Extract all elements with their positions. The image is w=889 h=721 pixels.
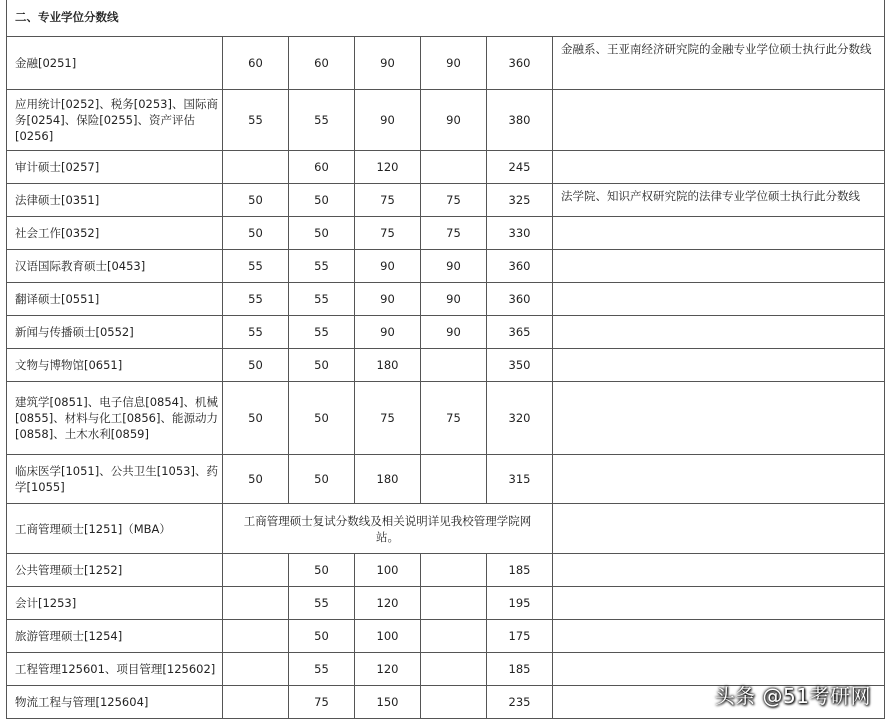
- subject-score: 50: [289, 455, 355, 504]
- subject-score: 180: [355, 349, 421, 382]
- program-name: 会计[1253]: [7, 587, 223, 620]
- remark: [553, 90, 885, 151]
- subject-score: 50: [289, 217, 355, 250]
- table-row: [7, 455, 885, 504]
- subject-score: 90: [355, 250, 421, 283]
- remark: [553, 217, 885, 250]
- program-name: 物流工程与管理[125604]: [7, 686, 223, 719]
- subject-score: [421, 455, 487, 504]
- table-row: [7, 620, 885, 653]
- program-name: 文物与博物馆[0651]: [7, 349, 223, 382]
- total-score: 360: [487, 250, 553, 283]
- subject-score: 60: [289, 37, 355, 90]
- program-name: 工商管理硕士[1251]（MBA）: [7, 504, 223, 554]
- subject-score: 50: [289, 184, 355, 217]
- table-row: [7, 184, 885, 217]
- program-name: 临床医学[1051]、公共卫生[1053]、药学[1055]: [7, 455, 223, 504]
- total-score: 360: [487, 37, 553, 90]
- total-score: 380: [487, 90, 553, 151]
- subject-score: 55: [223, 316, 289, 349]
- table-row-mba: [7, 504, 885, 554]
- subject-score: 75: [355, 184, 421, 217]
- subject-score: 55: [223, 250, 289, 283]
- program-name: 工程管理125601、项目管理[125602]: [7, 653, 223, 686]
- total-score: 185: [487, 653, 553, 686]
- subject-score: 60: [289, 151, 355, 184]
- subject-score: 55: [289, 283, 355, 316]
- subject-score: [421, 620, 487, 653]
- subject-score: 75: [421, 217, 487, 250]
- remark: [553, 283, 885, 316]
- subject-score: 50: [289, 382, 355, 455]
- subject-score: 75: [421, 382, 487, 455]
- subject-score: [421, 587, 487, 620]
- subject-score: [223, 151, 289, 184]
- table-row: [7, 90, 885, 151]
- mba-merged-note: 工商管理硕士复试分数线及相关说明详见我校管理学院网站。: [223, 504, 553, 554]
- total-score: 245: [487, 151, 553, 184]
- table-row: [7, 151, 885, 184]
- subject-score: 90: [421, 250, 487, 283]
- remark: [553, 504, 885, 554]
- subject-score: 90: [421, 37, 487, 90]
- remark: [553, 587, 885, 620]
- total-score: 350: [487, 349, 553, 382]
- remark: [553, 620, 885, 653]
- subject-score: 50: [289, 349, 355, 382]
- score-table: [6, 0, 885, 719]
- subject-score: 55: [223, 283, 289, 316]
- subject-score: 100: [355, 554, 421, 587]
- subject-score: [421, 653, 487, 686]
- table-row: [7, 349, 885, 382]
- total-score: 320: [487, 382, 553, 455]
- total-score: 185: [487, 554, 553, 587]
- subject-score: 90: [355, 90, 421, 151]
- subject-score: 50: [289, 554, 355, 587]
- subject-score: 50: [223, 382, 289, 455]
- subject-score: [223, 554, 289, 587]
- total-score: 195: [487, 587, 553, 620]
- table-row: [7, 37, 885, 90]
- subject-score: 50: [223, 349, 289, 382]
- remark: 法学院、知识产权研究院的法律专业学位硕士执行此分数线: [553, 184, 885, 217]
- subject-score: 75: [355, 382, 421, 455]
- subject-score: [421, 349, 487, 382]
- subject-score: 90: [355, 283, 421, 316]
- subject-score: 120: [355, 151, 421, 184]
- program-name: 建筑学[0851]、电子信息[0854]、机械[0855]、材料与化工[0856]、能源动力[0858]、土木水利[0859]: [7, 382, 223, 455]
- program-name: 翻译硕士[0551]: [7, 283, 223, 316]
- subject-score: 90: [355, 316, 421, 349]
- program-name: 汉语国际教育硕士[0453]: [7, 250, 223, 283]
- subject-score: [421, 554, 487, 587]
- section-header-row: [7, 0, 885, 37]
- program-name: 社会工作[0352]: [7, 217, 223, 250]
- subject-score: 100: [355, 620, 421, 653]
- remark: [553, 382, 885, 455]
- total-score: 325: [487, 184, 553, 217]
- remark: [553, 349, 885, 382]
- table-row: [7, 283, 885, 316]
- program-name: 审计硕士[0257]: [7, 151, 223, 184]
- remark: [553, 316, 885, 349]
- subject-score: 75: [289, 686, 355, 719]
- total-score: 315: [487, 455, 553, 504]
- program-name: 新闻与传播硕士[0552]: [7, 316, 223, 349]
- subject-score: [223, 620, 289, 653]
- subject-score: 55: [289, 250, 355, 283]
- remark: [553, 554, 885, 587]
- total-score: 175: [487, 620, 553, 653]
- subject-score: 90: [355, 37, 421, 90]
- subject-score: 55: [289, 316, 355, 349]
- total-score: 360: [487, 283, 553, 316]
- watermark: 头条 @51考研网: [714, 684, 871, 708]
- section-title: 二、专业学位分数线: [7, 0, 885, 37]
- subject-score: 55: [223, 90, 289, 151]
- subject-score: 90: [421, 283, 487, 316]
- table-row: [7, 217, 885, 250]
- program-name: 公共管理硕士[1252]: [7, 554, 223, 587]
- subject-score: [223, 587, 289, 620]
- table-row: [7, 316, 885, 349]
- remark: [553, 151, 885, 184]
- subject-score: 50: [289, 620, 355, 653]
- subject-score: 50: [223, 217, 289, 250]
- subject-score: 60: [223, 37, 289, 90]
- total-score: 330: [487, 217, 553, 250]
- table-row: [7, 587, 885, 620]
- subject-score: 75: [355, 217, 421, 250]
- remark: [553, 455, 885, 504]
- subject-score: [223, 686, 289, 719]
- program-name: 金融[0251]: [7, 37, 223, 90]
- subject-score: 55: [289, 587, 355, 620]
- total-score: 365: [487, 316, 553, 349]
- remark: 金融系、王亚南经济研究院的金融专业学位硕士执行此分数线: [553, 37, 885, 90]
- subject-score: 50: [223, 184, 289, 217]
- subject-score: 75: [421, 184, 487, 217]
- subject-score: 55: [289, 653, 355, 686]
- subject-score: 90: [421, 316, 487, 349]
- program-name: 旅游管理硕士[1254]: [7, 620, 223, 653]
- table-row: [7, 382, 885, 455]
- subject-score: 90: [421, 90, 487, 151]
- subject-score: 120: [355, 653, 421, 686]
- program-name: 应用统计[0252]、税务[0253]、国际商务[0254]、保险[0255]、资产评估[0256]: [7, 90, 223, 151]
- table-row: [7, 554, 885, 587]
- table-row: [7, 250, 885, 283]
- subject-score: 50: [223, 455, 289, 504]
- subject-score: 120: [355, 587, 421, 620]
- subject-score: 150: [355, 686, 421, 719]
- remark: [553, 250, 885, 283]
- program-name: 法律硕士[0351]: [7, 184, 223, 217]
- subject-score: [421, 151, 487, 184]
- subject-score: 180: [355, 455, 421, 504]
- subject-score: [223, 653, 289, 686]
- total-score: 235: [487, 686, 553, 719]
- subject-score: [421, 686, 487, 719]
- subject-score: 55: [289, 90, 355, 151]
